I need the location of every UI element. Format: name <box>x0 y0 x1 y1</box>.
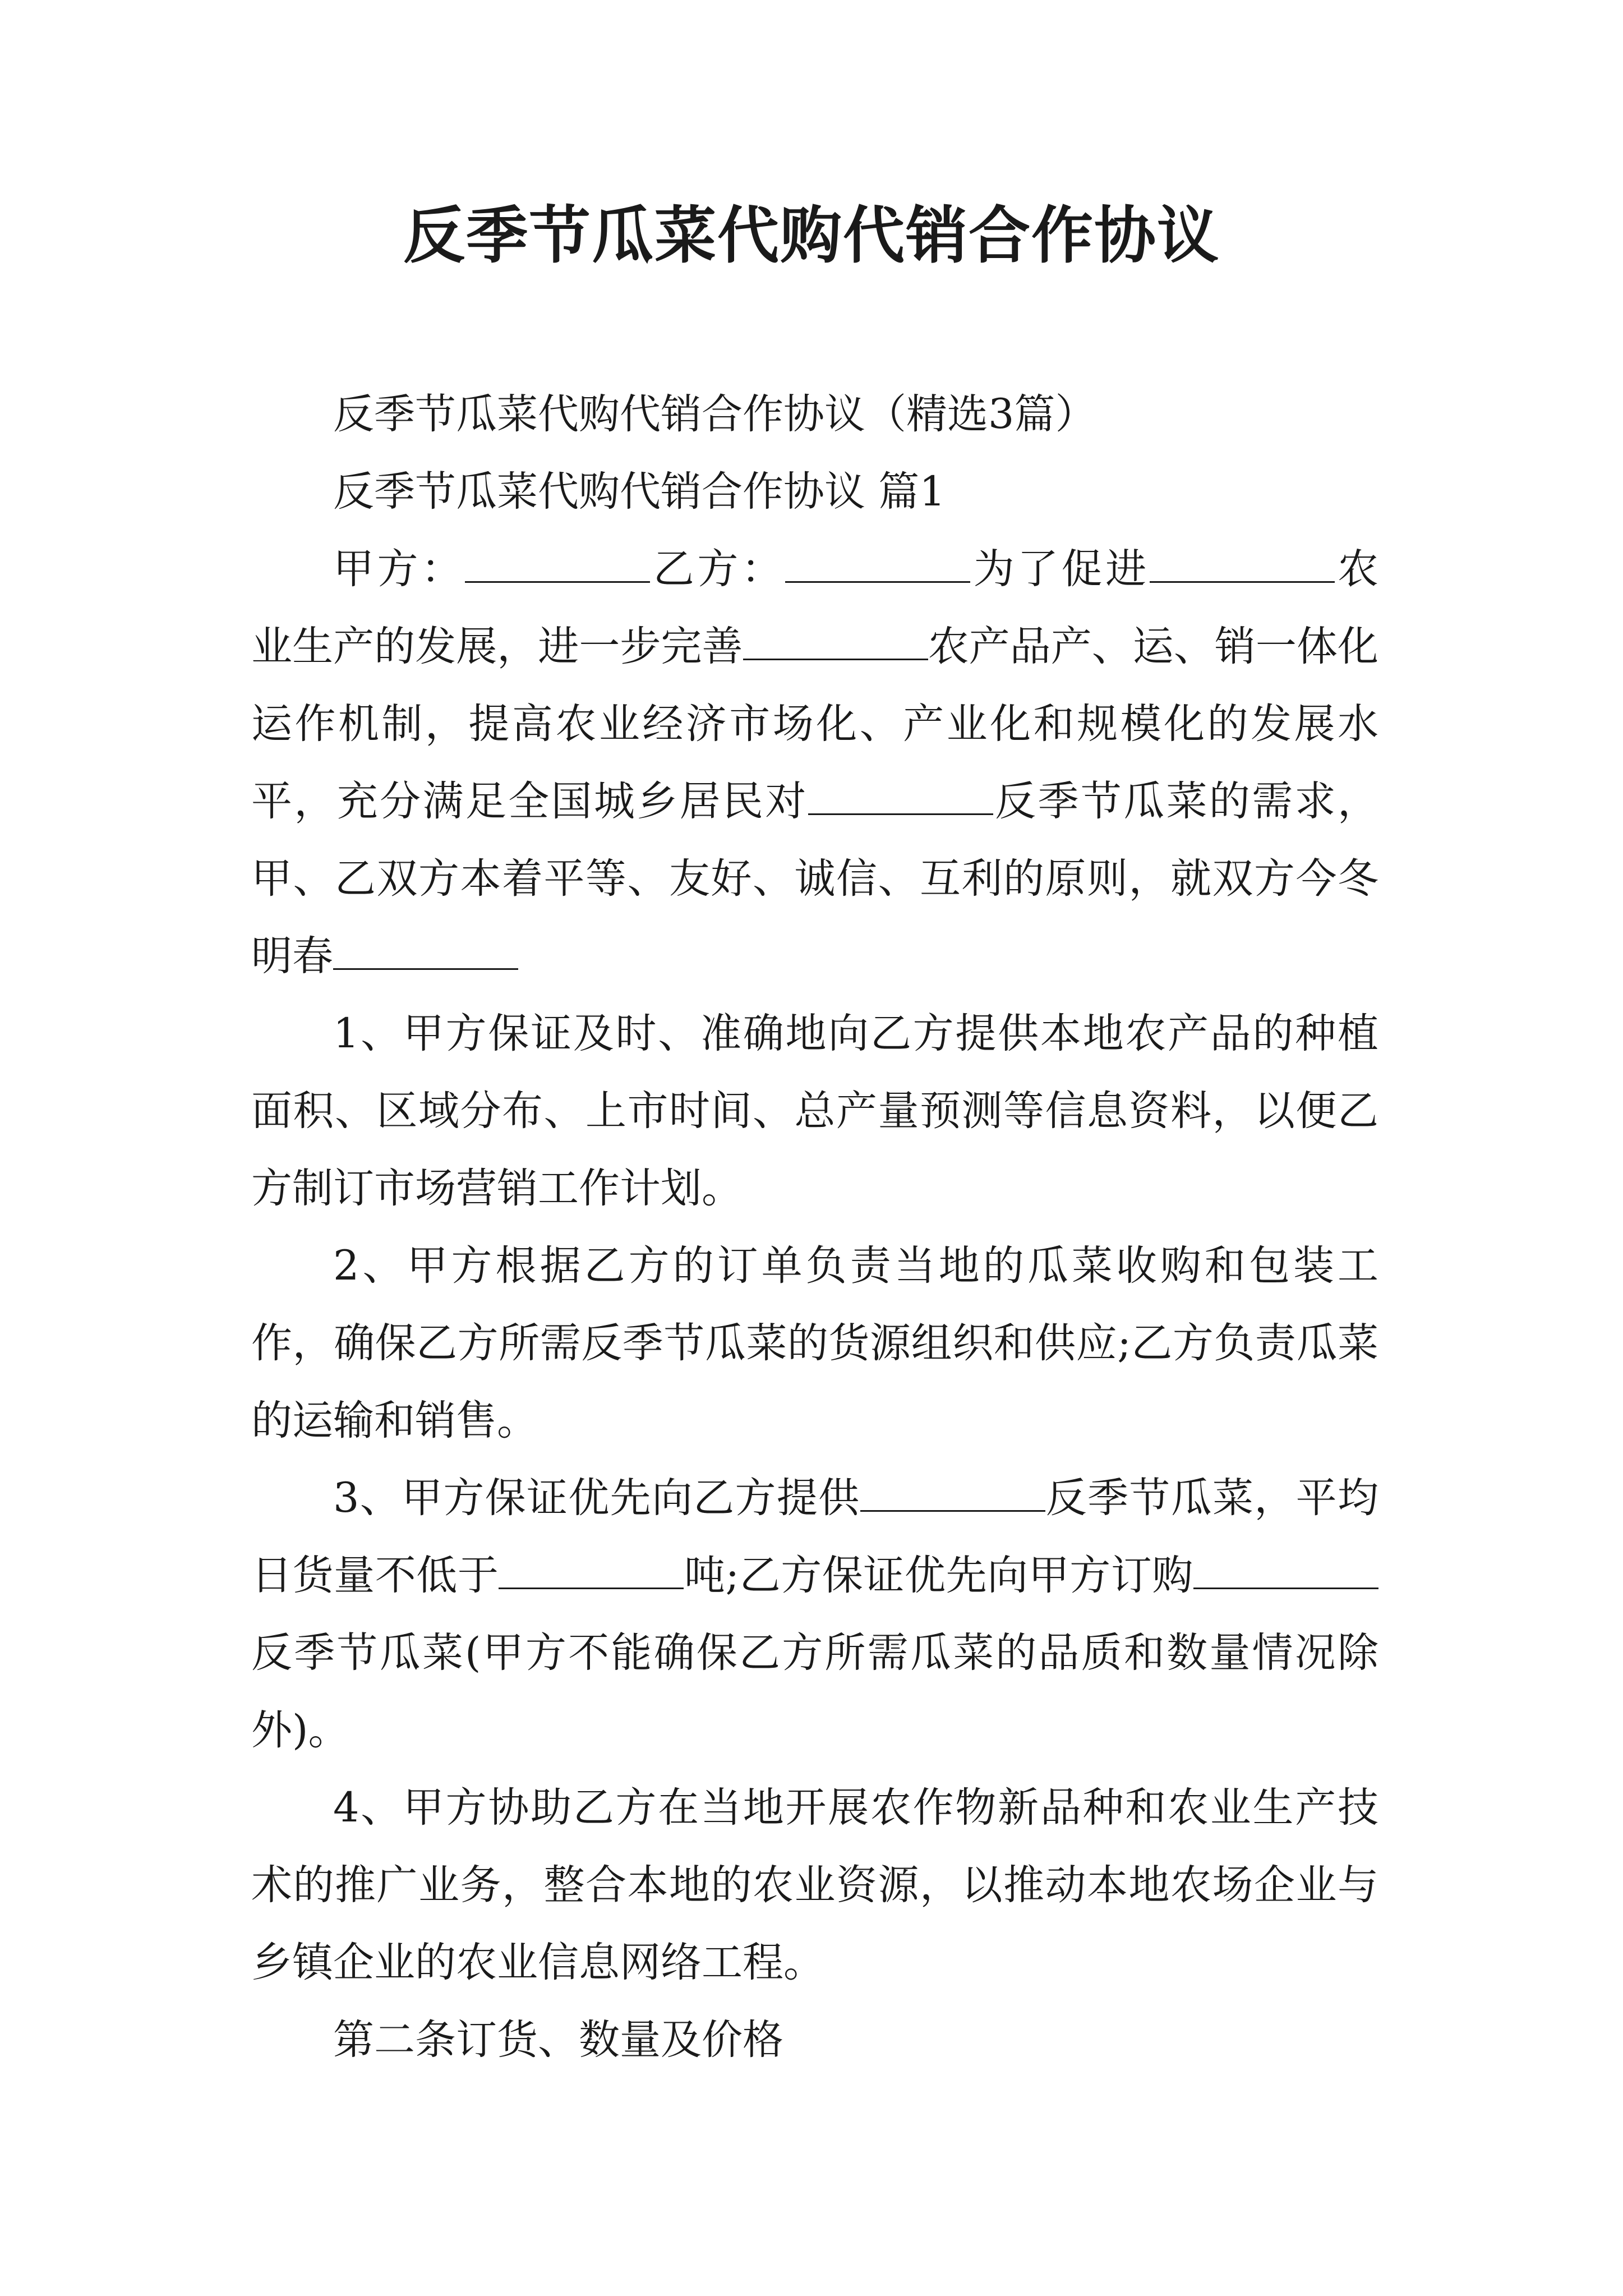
document-subtitle: 反季节瓜菜代购代销合作协议（精选3篇） <box>333 390 1096 438</box>
party-a-blank[interactable] <box>465 541 650 583</box>
clause-3-text-2: 反季节瓜菜，平均日货量不低于 <box>251 1474 1378 1599</box>
term-blank[interactable] <box>333 928 518 970</box>
region-blank-2[interactable] <box>743 618 928 660</box>
document-body <box>251 376 1378 2079</box>
party-b-blank[interactable] <box>785 541 970 583</box>
product-blank[interactable] <box>808 773 993 815</box>
party-a-label: 甲方： <box>333 545 465 593</box>
intro-text-4: 反季节瓜菜的需求，甲、乙双方本着平等、友好、诚信、互利的原则，就双方今冬明春 <box>251 777 1379 980</box>
intro-paragraph <box>251 531 1378 995</box>
clause-3-text-3: 吨;乙方保证优先向甲方订购 <box>684 1552 1193 1599</box>
intro-text-3: 农产品产、运、销一体化运作机制，提高农业经济市场化、产业化和规模化的发展水平，充分满足全国城乡居民对 <box>251 623 1379 825</box>
region-blank[interactable] <box>1150 541 1335 583</box>
clause-3 <box>251 1460 1378 1769</box>
supply-region-blank[interactable] <box>860 1470 1045 1512</box>
order-region-blank[interactable] <box>1193 1547 1378 1589</box>
intro-text-1: 为了促进 <box>970 545 1150 593</box>
document-title: 反季节瓜菜代购代销合作协议 <box>403 200 1220 272</box>
clause-1: 1、甲方保证及时、准确地向乙方提供本地农产品的种植面积、区域分布、上市时间、总产量预测等信息资料，以便乙方制订市场营销工作计划。 <box>251 1010 1378 1212</box>
daily-volume-blank[interactable] <box>499 1547 684 1589</box>
clause-3-text-1: 3、甲方保证优先向乙方提供 <box>333 1474 860 1522</box>
party-b-label: 乙方： <box>650 545 786 593</box>
clause-2: 2、甲方根据乙方的订单负责当地的瓜菜收购和包装工作，确保乙方所需反季节瓜菜的货源组织和供应;乙方负责瓜菜的运输和销售。 <box>251 1242 1378 1444</box>
clause-4: 4、甲方协助乙方在当地开展农作物新品种和农业生产技术的推广业务，整合本地的农业资源，以推动本地农场企业与乡镇企业的农业信息网络工程。 <box>251 1784 1378 1986</box>
article-2-heading: 第二条订货、数量及价格 <box>333 2016 783 2064</box>
clause-3-text-4: 反季节瓜菜(甲方不能确保乙方所需瓜菜的品质和数量情况除外)。 <box>251 1629 1378 1754</box>
intro-text-2: 农业生产的发展，进一步完善 <box>251 545 1379 670</box>
section-heading: 反季节瓜菜代购代销合作协议 篇1 <box>333 468 946 516</box>
